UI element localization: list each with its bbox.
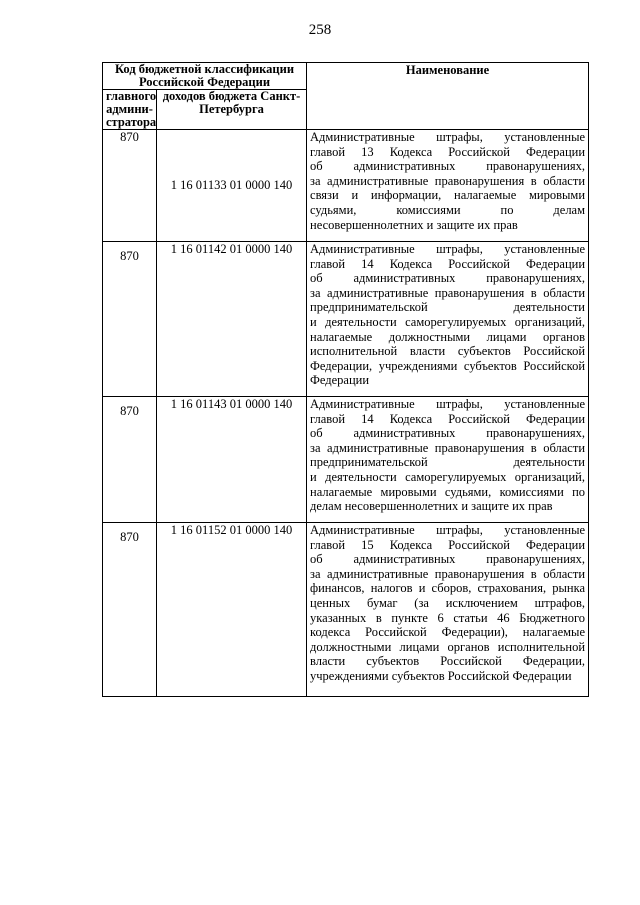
budget-classification-table	[102, 62, 589, 697]
income-code-cell: 1 16 01142 01 0000 140	[157, 242, 307, 397]
description-line: налагаемые должностными лицами органов	[310, 329, 586, 344]
description-line: финансов, налогов и сборов, страхования, рынка	[310, 581, 586, 596]
description-line: и деятельности саморегулируемых организаций,	[310, 314, 586, 329]
description-line: власти субъектов Российской Федерации,	[310, 654, 586, 669]
description-line: исполнительной власти субъектов Российской	[310, 344, 586, 359]
description-line: Административные штрафы, установленные	[310, 242, 586, 256]
description-cell	[307, 397, 589, 523]
income-code-cell: 1 16 01152 01 0000 140	[157, 523, 307, 697]
description-line: Федерации, учреждениями субъектов Российской	[310, 358, 586, 373]
description-line: учреждениями субъектов Российской Федерации	[310, 668, 572, 683]
description-cell	[307, 523, 589, 697]
description-line: и деятельности саморегулируемых организаций,	[310, 469, 586, 484]
description-line: налагаемые мировыми судьями, комиссиями по	[310, 484, 586, 499]
description-line: предпринимательской деятельности	[310, 455, 586, 470]
table-row	[103, 523, 589, 697]
description-line: предпринимательской деятельности	[310, 300, 586, 315]
description-line: судьями, комиссиями по делам	[310, 202, 586, 217]
description-line: несовершеннолетних и защите их прав	[310, 217, 518, 232]
description-line: указанных в пункте 6 статьи 46 Бюджетного	[310, 610, 586, 625]
page-number: 258	[308, 22, 332, 38]
description-line: Административные штрафы, установленные	[310, 523, 586, 537]
description-line: Административные штрафы, установленные	[310, 397, 586, 411]
description-line: Федерации	[310, 373, 370, 388]
classification-code-header: Код бюджетной классификации Российской Федерации	[103, 63, 307, 90]
admin-code-cell: 870	[103, 523, 157, 697]
description-line: главой 14 Кодекса Российской Федерации	[310, 411, 586, 426]
name-column-header: Наименование	[307, 63, 589, 130]
description-line: об административных правонарушениях,	[310, 552, 586, 567]
description-line: должностными лицами органов исполнительной	[310, 639, 586, 654]
description-line: главой 14 Кодекса Российской Федерации	[310, 256, 586, 271]
income-column-header: доходов бюджета Санкт-Петербурга	[157, 90, 307, 130]
description-line: делам несовершеннолетних и защите их прав	[310, 499, 553, 514]
table-row	[103, 130, 589, 242]
description-line: об административных правонарушениях,	[310, 159, 586, 174]
description-line: об административных правонарушениях,	[310, 426, 586, 441]
description-line: за административные правонарушения в области	[310, 285, 586, 300]
description-line: Административные штрафы, установленные	[310, 130, 586, 144]
description-line: ценных бумаг (за исключением штрафов,	[310, 595, 586, 610]
admin-code-cell: 870	[103, 242, 157, 397]
income-code-cell: 1 16 01143 01 0000 140	[157, 397, 307, 523]
description-line: за административные правонарушения в области	[310, 173, 586, 188]
description-line: об административных правонарушениях,	[310, 271, 586, 286]
description-line: связи и информации, налагаемые мировыми	[310, 188, 586, 203]
description-line: за административные правонарушения в области	[310, 566, 586, 581]
table-row	[103, 397, 589, 523]
admin-code-cell: 870	[103, 130, 157, 242]
description-cell	[307, 130, 589, 242]
admin-code-cell: 870	[103, 397, 157, 523]
description-line: за административные правонарушения в области	[310, 440, 586, 455]
description-line: главой 13 Кодекса Российской Федерации	[310, 144, 586, 159]
income-code-cell: 1 16 01133 01 0000 140	[157, 130, 307, 242]
description-line: кодекса Российской Федерации), налагаемые	[310, 625, 586, 640]
admin-column-header: главного админи-стратора	[103, 90, 157, 130]
description-cell	[307, 242, 589, 397]
description-line: главой 15 Кодекса Российской Федерации	[310, 537, 586, 552]
table-row	[103, 242, 589, 397]
